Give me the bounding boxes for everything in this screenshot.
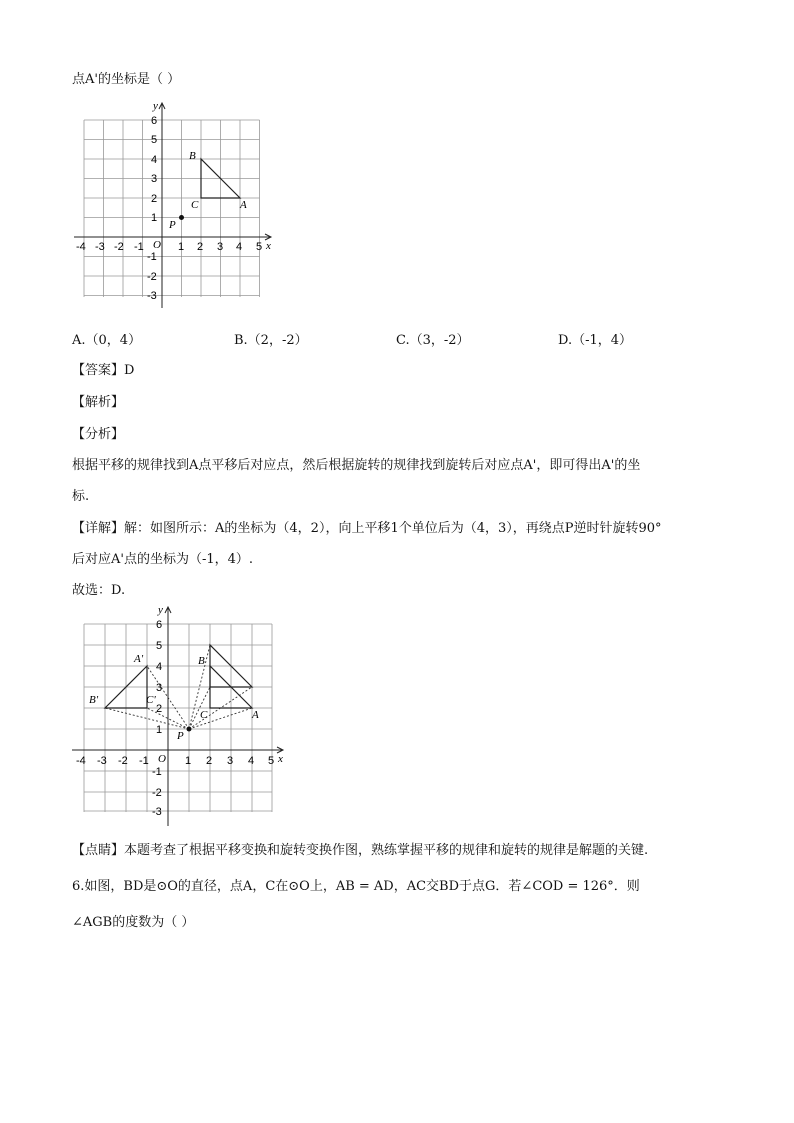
coordinate-figure-1: [70, 98, 280, 308]
y-tick-label: 6: [156, 619, 163, 631]
point-label-a-2: A: [252, 709, 259, 721]
detail-text-1: 解：如图所示：A的坐标为（4，2），向上平移1个单位后为（4，3），再绕点P逆时针旋转90°: [124, 521, 662, 536]
x-axis-label-2: x: [278, 753, 283, 765]
y-axis-label-1: y: [153, 100, 158, 112]
point-label-c-prime: C': [146, 694, 156, 706]
x-tick-label: 5: [268, 755, 275, 767]
x-tick-label: -3: [95, 241, 105, 253]
option-a: A.（0，4）: [72, 333, 142, 348]
x-tick-label: -3: [97, 755, 107, 767]
detail-line-3: 故选：D.: [72, 583, 126, 598]
point-p: [179, 215, 184, 220]
y-axis-label-2: y: [158, 604, 163, 616]
grid-lines-1: [84, 120, 263, 297]
x-tick-label: -1: [139, 755, 149, 767]
y-tick-label: 2: [156, 703, 163, 715]
point-label-p: P: [169, 219, 176, 231]
y-tick-labels-1: [147, 115, 157, 302]
q6-line-2: ∠AGB的度数为（ ）: [72, 915, 195, 930]
y-tick-label: -2: [152, 787, 162, 799]
x-tick-label: 3: [227, 755, 234, 767]
y-tick-label: 2: [151, 193, 158, 205]
x-tick-label: -4: [76, 241, 86, 253]
dianjing-tag: 【点睛】: [72, 843, 125, 858]
question-stem: 点A'的坐标是（ ）: [72, 72, 181, 87]
fenxi-line-2: 标.: [72, 489, 90, 504]
x-tick-label: -2: [118, 755, 128, 767]
y-tick-label: 4: [151, 154, 158, 166]
y-tick-label: 1: [151, 212, 158, 224]
y-tick-label: -1: [147, 251, 157, 263]
x-tick-label: -2: [114, 241, 124, 253]
point-p-2: [187, 727, 192, 732]
answer-value: D: [124, 363, 135, 378]
q6-line-1: 6.如图，BD是⊙O的直径，点A，C在⊙O上，AB = AD，AC交BD于点G．若∠COD = 126°．则: [72, 879, 640, 894]
detail-tag: 【详解】: [72, 521, 125, 536]
option-b: B.（2，-2）: [234, 333, 308, 348]
x-tick-labels-2: [76, 755, 274, 767]
x-tick-label: 2: [197, 241, 204, 253]
y-tick-label: 1: [156, 724, 163, 736]
y-tick-label: -2: [147, 271, 157, 283]
point-label-p-2: P: [177, 730, 184, 742]
fenxi-tag: 【分析】: [72, 427, 125, 442]
option-d: D.（-1，4）: [558, 333, 633, 348]
point-label-c: C: [191, 199, 199, 211]
analysis-tag: 【解析】: [72, 395, 125, 410]
x-tick-label: 4: [236, 241, 243, 253]
dianjing-text: 本题考查了根据平移变换和旋转变换作图，熟练掌握平移的规律和旋转的规律是解题的关键.: [124, 843, 649, 858]
point-label-b-prime: B': [89, 694, 99, 706]
y-tick-label: 4: [156, 661, 163, 673]
x-tick-label: 1: [185, 755, 192, 767]
x-tick-label: -4: [76, 755, 86, 767]
y-tick-labels-2: [152, 619, 162, 818]
y-tick-label: -3: [152, 806, 162, 818]
y-tick-label: 5: [151, 134, 158, 146]
point-label-a: A: [240, 199, 247, 211]
point-label-b-2: B: [198, 655, 205, 667]
x-tick-label: -1: [134, 241, 144, 253]
x-tick-label: 1: [178, 241, 185, 253]
detail-line-1: [72, 517, 662, 536]
detail-line-2: 后对应A'点的坐标为（-1，4）.: [72, 552, 254, 567]
y-tick-label: -1: [152, 766, 162, 778]
answer-tag: 【答案】: [72, 363, 125, 378]
y-tick-label: 3: [156, 682, 163, 694]
option-c: C.（3，-2）: [396, 333, 470, 348]
dianjing-line: [72, 839, 648, 858]
y-tick-label: 5: [156, 640, 163, 652]
x-tick-label: 2: [206, 755, 213, 767]
coordinate-figure-2: [70, 602, 290, 827]
point-label-a-prime: A': [134, 653, 144, 665]
fenxi-line-1: 根据平移的规律找到A点平移后对应点，然后根据旋转的规律找到旋转后对应点A'，即可得出A'的坐: [72, 458, 641, 473]
point-label-b: B: [189, 150, 196, 162]
y-tick-label: -3: [147, 290, 157, 302]
x-tick-label: 3: [217, 241, 224, 253]
x-tick-label: 4: [248, 755, 255, 767]
point-label-c-2: C: [200, 709, 208, 721]
origin-label-1: O: [153, 239, 161, 251]
grid-lines-2: [84, 624, 275, 812]
x-tick-labels-1: [76, 241, 262, 253]
origin-label-2: O: [158, 753, 166, 765]
y-tick-label: 6: [151, 115, 158, 127]
answer-line: [72, 359, 134, 378]
x-axis-label-1: x: [266, 240, 271, 252]
x-tick-label: 5: [256, 241, 263, 253]
y-tick-label: 3: [151, 173, 158, 185]
